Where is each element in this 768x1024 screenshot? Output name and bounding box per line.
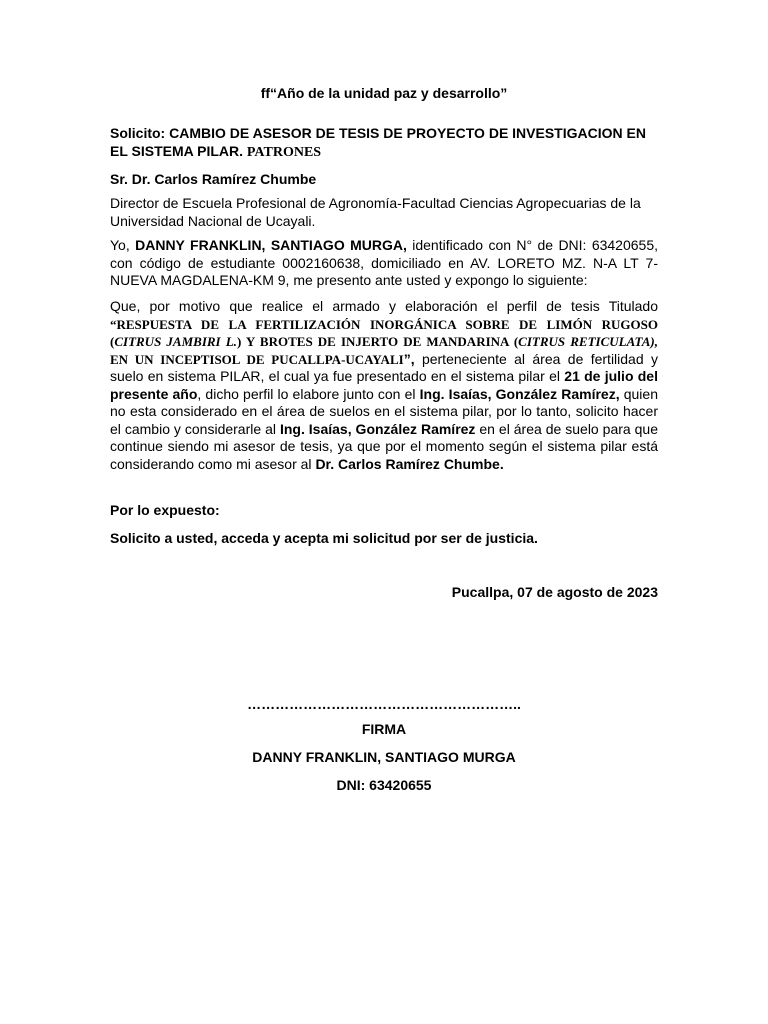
- applicant-name: DANNY FRANKLIN, SANTIAGO MURGA,: [135, 237, 407, 253]
- signature-line: …………………………………………………..: [247, 696, 521, 712]
- signer-name: DANNY FRANKLIN, SANTIAGO MURGA: [252, 749, 516, 765]
- body-text-3: , dicho perfil lo elabore junto con el: [197, 385, 420, 402]
- thesis-title-1: “RESPUESTA DE LA FERTILIZACIÓN INORGÁNICA SOBRE DE LIMÓN RUGOSO (: [110, 316, 658, 349]
- subject-label: Solicito: CAMBIO DE ASESOR DE TESIS DE PROYECTO DE INVESTIGACION EN EL SISTEMA PILAR.: [110, 125, 646, 159]
- engineer-name-1: Ing. Isaías, González Ramírez,: [419, 385, 620, 402]
- closing-heading: Por lo expuesto:: [110, 502, 220, 518]
- closing-request: Solicito a usted, acceda y acepta mi solicitud por ser de justicia.: [110, 530, 538, 546]
- addressee-position: Director de Escuela Profesional de Agronomía-Facultad Ciencias Agropecuarias de la Universidad Nacional de Ucayali.: [110, 195, 641, 229]
- thesis-title-italic-1: CITRUS JAMBIRI L.: [114, 334, 237, 349]
- place-and-date: Pucallpa, 07 de agosto de 2023: [451, 584, 658, 600]
- motto-heading: ff“Año de la unidad paz y desarrollo”: [260, 85, 508, 101]
- subject-line: [110, 125, 658, 161]
- submission-date: 21 de julio del presente año: [110, 368, 658, 402]
- body-text-5: en el área de suelo para que continue siendo mi asesor de tesis, ya que por el momento según el sistema pilar está considerando como mi asesor al: [110, 420, 659, 472]
- engineer-name-2: Ing. Isaías, González Ramírez: [279, 420, 476, 437]
- intro-text-1: Yo,: [110, 237, 136, 253]
- thesis-title-2: ) Y BROTES DE INJERTO DE MANDARINA (: [236, 334, 519, 349]
- subject-tag: PATRONES: [246, 144, 322, 160]
- signature-label: FIRMA: [361, 721, 407, 737]
- body-text-2: perteneciente al área de fertilidad y suelo en sistema PILAR, el cual ya fue presentado en el sistema pilar el: [110, 350, 658, 384]
- addressee-name: Sr. Dr. Carlos Ramírez Chumbe: [110, 171, 317, 187]
- document-page: [110, 0, 658, 1024]
- thesis-title-end: ”,: [403, 350, 415, 367]
- body-text-4: quien no esta considerado en el área de suelos en el sistema pilar, por lo tanto, solicito hacer el cambio y considerarle al: [110, 385, 658, 437]
- thesis-title-italic-2: CITRUS RETICULATA),: [518, 334, 659, 349]
- thesis-title-3: EN UN INCEPTISOL DE PUCALLPA-UCAYALI: [110, 351, 404, 367]
- advisor-name: Dr. Carlos Ramírez Chumbe.: [315, 455, 504, 472]
- signer-dni: DNI: 63420655: [336, 777, 432, 793]
- body-text-1: Que, por motivo que realice el armado y elaboración el perfil de tesis Titulado: [110, 298, 658, 314]
- body-paragraph: [110, 298, 658, 473]
- intro-text-2: identificado con N° de DNI: 63420655, con código de estudiante 0002160638, domiciliado en AV. LORETO MZ. N-A LT 7-NUEVA MAGDALENA-KM 9, me presento ante usted y expongo lo siguiente:: [110, 237, 658, 288]
- intro-paragraph: [110, 237, 658, 290]
